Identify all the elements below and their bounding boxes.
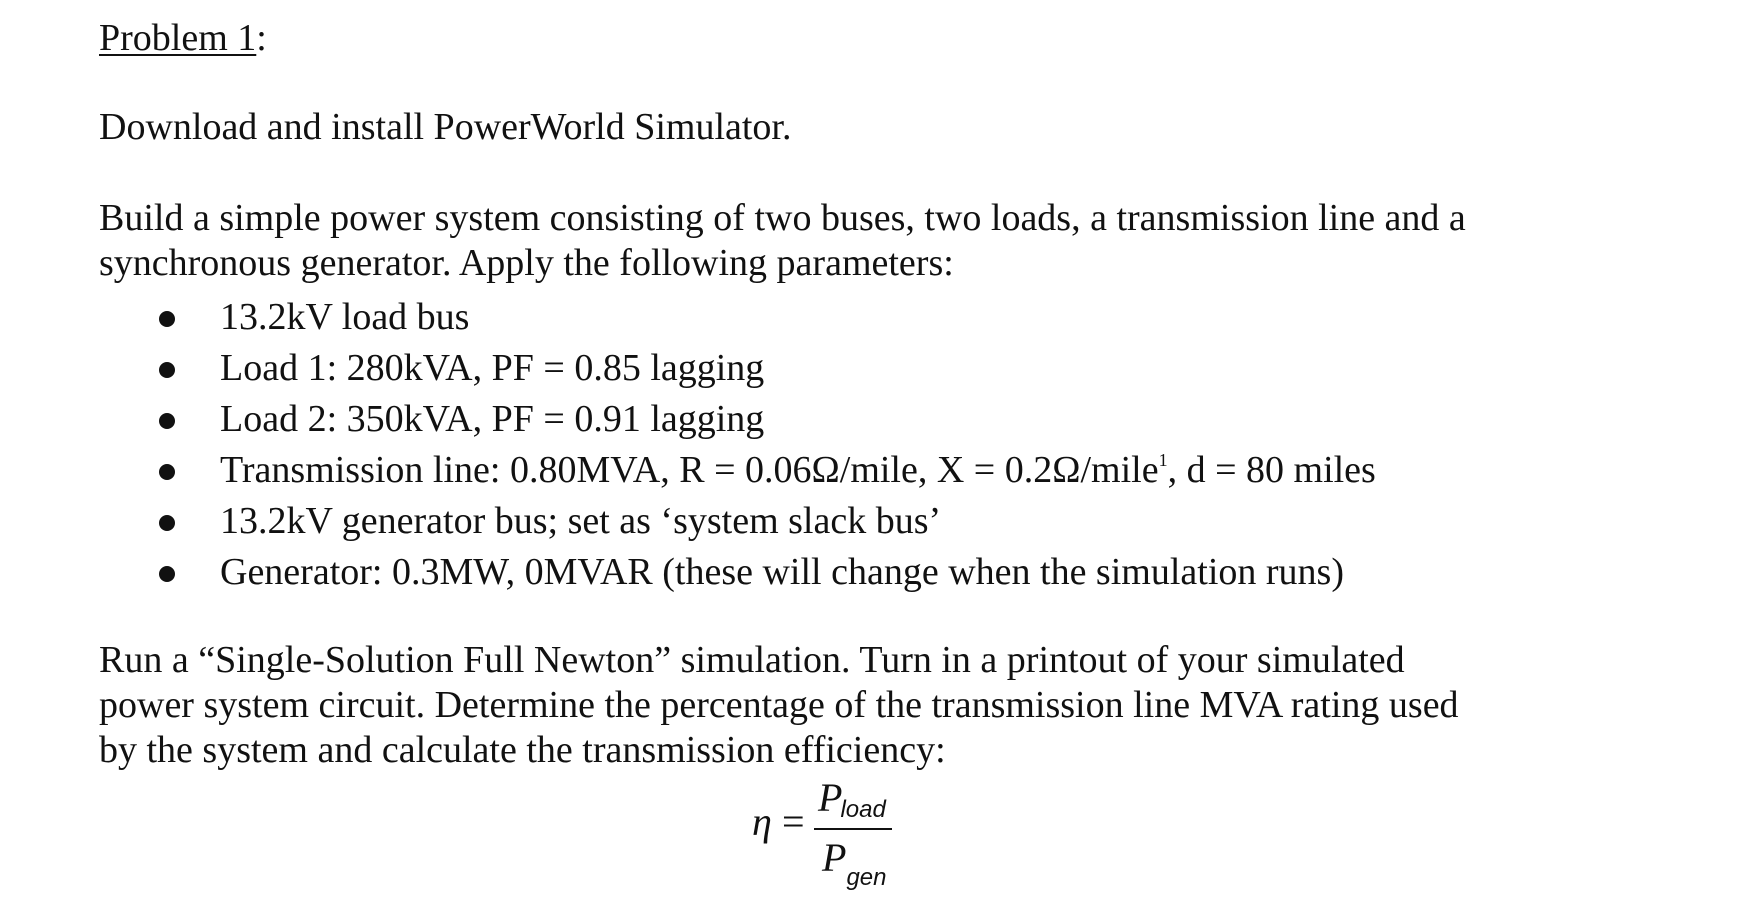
denominator-symbol: P: [822, 835, 847, 880]
formula-numerator: [818, 775, 888, 823]
list-item-text-tail: , d = 80 miles: [1167, 449, 1376, 491]
list-item-text-container: [220, 445, 1376, 496]
simulation-instruction-line-2: power system circuit. Determine the percentage of the transmission line MVA rating used: [99, 684, 1459, 726]
simulation-instruction-line-1: Run a “Single-Solution Full Newton” simulation. Turn in a printout of your simulated: [99, 639, 1405, 681]
footnote-marker: 1: [1158, 450, 1168, 470]
formula-eta: η: [752, 799, 772, 844]
problem-title-colon: :: [256, 17, 267, 59]
build-instruction-line-2: synchronous generator. Apply the following parameters:: [99, 242, 954, 284]
formula-equals: =: [782, 799, 805, 844]
bullet-icon: [159, 362, 175, 378]
numerator-subscript: load: [840, 796, 886, 823]
simulation-instruction-line-3: by the system and calculate the transmission efficiency:: [99, 729, 946, 771]
list-item-text: Generator: 0.3MW, 0MVAR (these will change when the simulation runs): [220, 551, 1344, 593]
build-instruction-line-1: Build a simple power system consisting of two buses, two loads, a transmission line and a: [99, 197, 1466, 239]
simulation-instruction: [99, 638, 1459, 773]
list-item-text: 13.2kV generator bus; set as ‘system slack bus’: [220, 500, 942, 542]
bullet-icon: [159, 566, 175, 582]
formula-denominator: [822, 835, 887, 891]
list-item-text: Load 1: 280kVA, PF = 0.85 lagging: [220, 347, 765, 389]
build-instruction: [99, 196, 1466, 286]
list-item-text: 13.2kV load bus: [220, 296, 470, 338]
bullet-icon: [159, 515, 175, 531]
download-instruction: Download and install PowerWorld Simulator.: [99, 106, 792, 148]
numerator-symbol: P: [818, 775, 843, 820]
bullet-icon: [159, 311, 175, 327]
list-item-text: Load 2: 350kVA, PF = 0.91 lagging: [220, 398, 765, 440]
problem-title: Problem 1: [99, 17, 257, 59]
fraction-bar: [814, 828, 892, 830]
denominator-subscript: gen: [846, 864, 887, 891]
bullet-icon: [159, 413, 175, 429]
list-item-text: Transmission line: 0.80MVA, R = 0.06Ω/mile, X = 0.2Ω/mile: [220, 449, 1159, 491]
problem-heading: [99, 14, 267, 62]
bullet-icon: [159, 464, 175, 480]
efficiency-formula: [752, 775, 912, 891]
